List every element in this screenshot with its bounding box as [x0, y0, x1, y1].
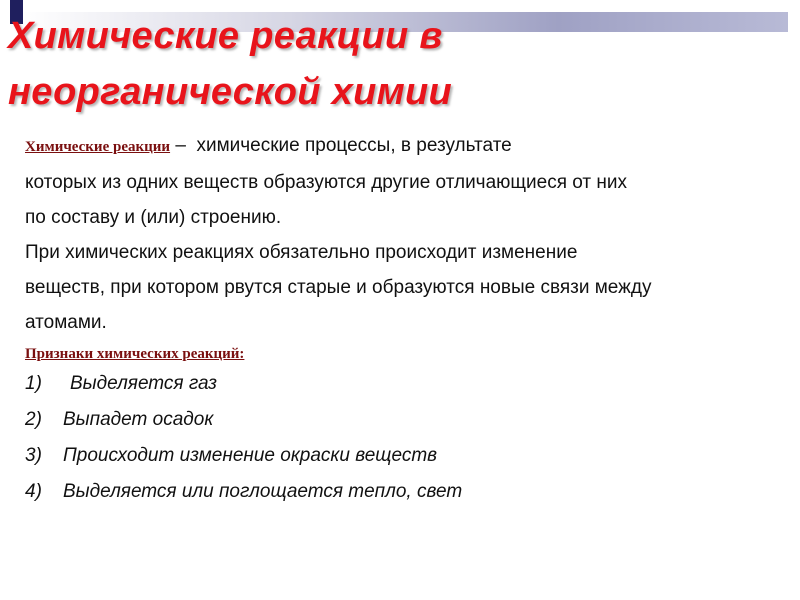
slide-title — [8, 8, 452, 120]
title-line-2: неорганической химии — [8, 71, 453, 113]
slide-content — [25, 128, 775, 510]
definition-term: Химические реакции — [25, 139, 171, 155]
list-item-text: Происходит изменение окраски веществ — [63, 445, 438, 466]
list-item — [25, 474, 775, 510]
definition-dash: – — [175, 135, 186, 156]
paragraph-line-3: атомами. — [25, 312, 107, 333]
definition-text-2: которых из одних веществ образуются другие отличающиеся от них — [25, 172, 628, 193]
list-item-text: Выпадет осадок — [63, 409, 214, 430]
signs-list — [25, 366, 775, 510]
definition-line — [25, 128, 775, 165]
paragraph-line-1: При химических реакциях обязательно происходит изменение — [25, 242, 578, 263]
signs-heading: Признаки химических реакций: — [25, 346, 245, 362]
list-item — [25, 366, 775, 402]
list-item-text: Выделяется газ — [70, 373, 217, 394]
paragraph-line-2: веществ, при котором рвутся старые и образуются новые связи между — [25, 277, 652, 298]
list-item — [25, 402, 775, 438]
list-item-number: 4) — [25, 481, 42, 502]
definition-text-3: по составу и (или) строению. — [25, 207, 282, 228]
title-line-1: Химические реакции в — [8, 15, 443, 57]
list-item-number: 1) — [25, 373, 42, 394]
list-item — [25, 438, 775, 474]
list-item-number: 3) — [25, 445, 42, 466]
definition-text-1: химические процессы, в результате — [196, 135, 512, 156]
list-item-number: 2) — [25, 409, 42, 430]
list-item-text: Выделяется или поглощается тепло, свет — [63, 481, 463, 502]
